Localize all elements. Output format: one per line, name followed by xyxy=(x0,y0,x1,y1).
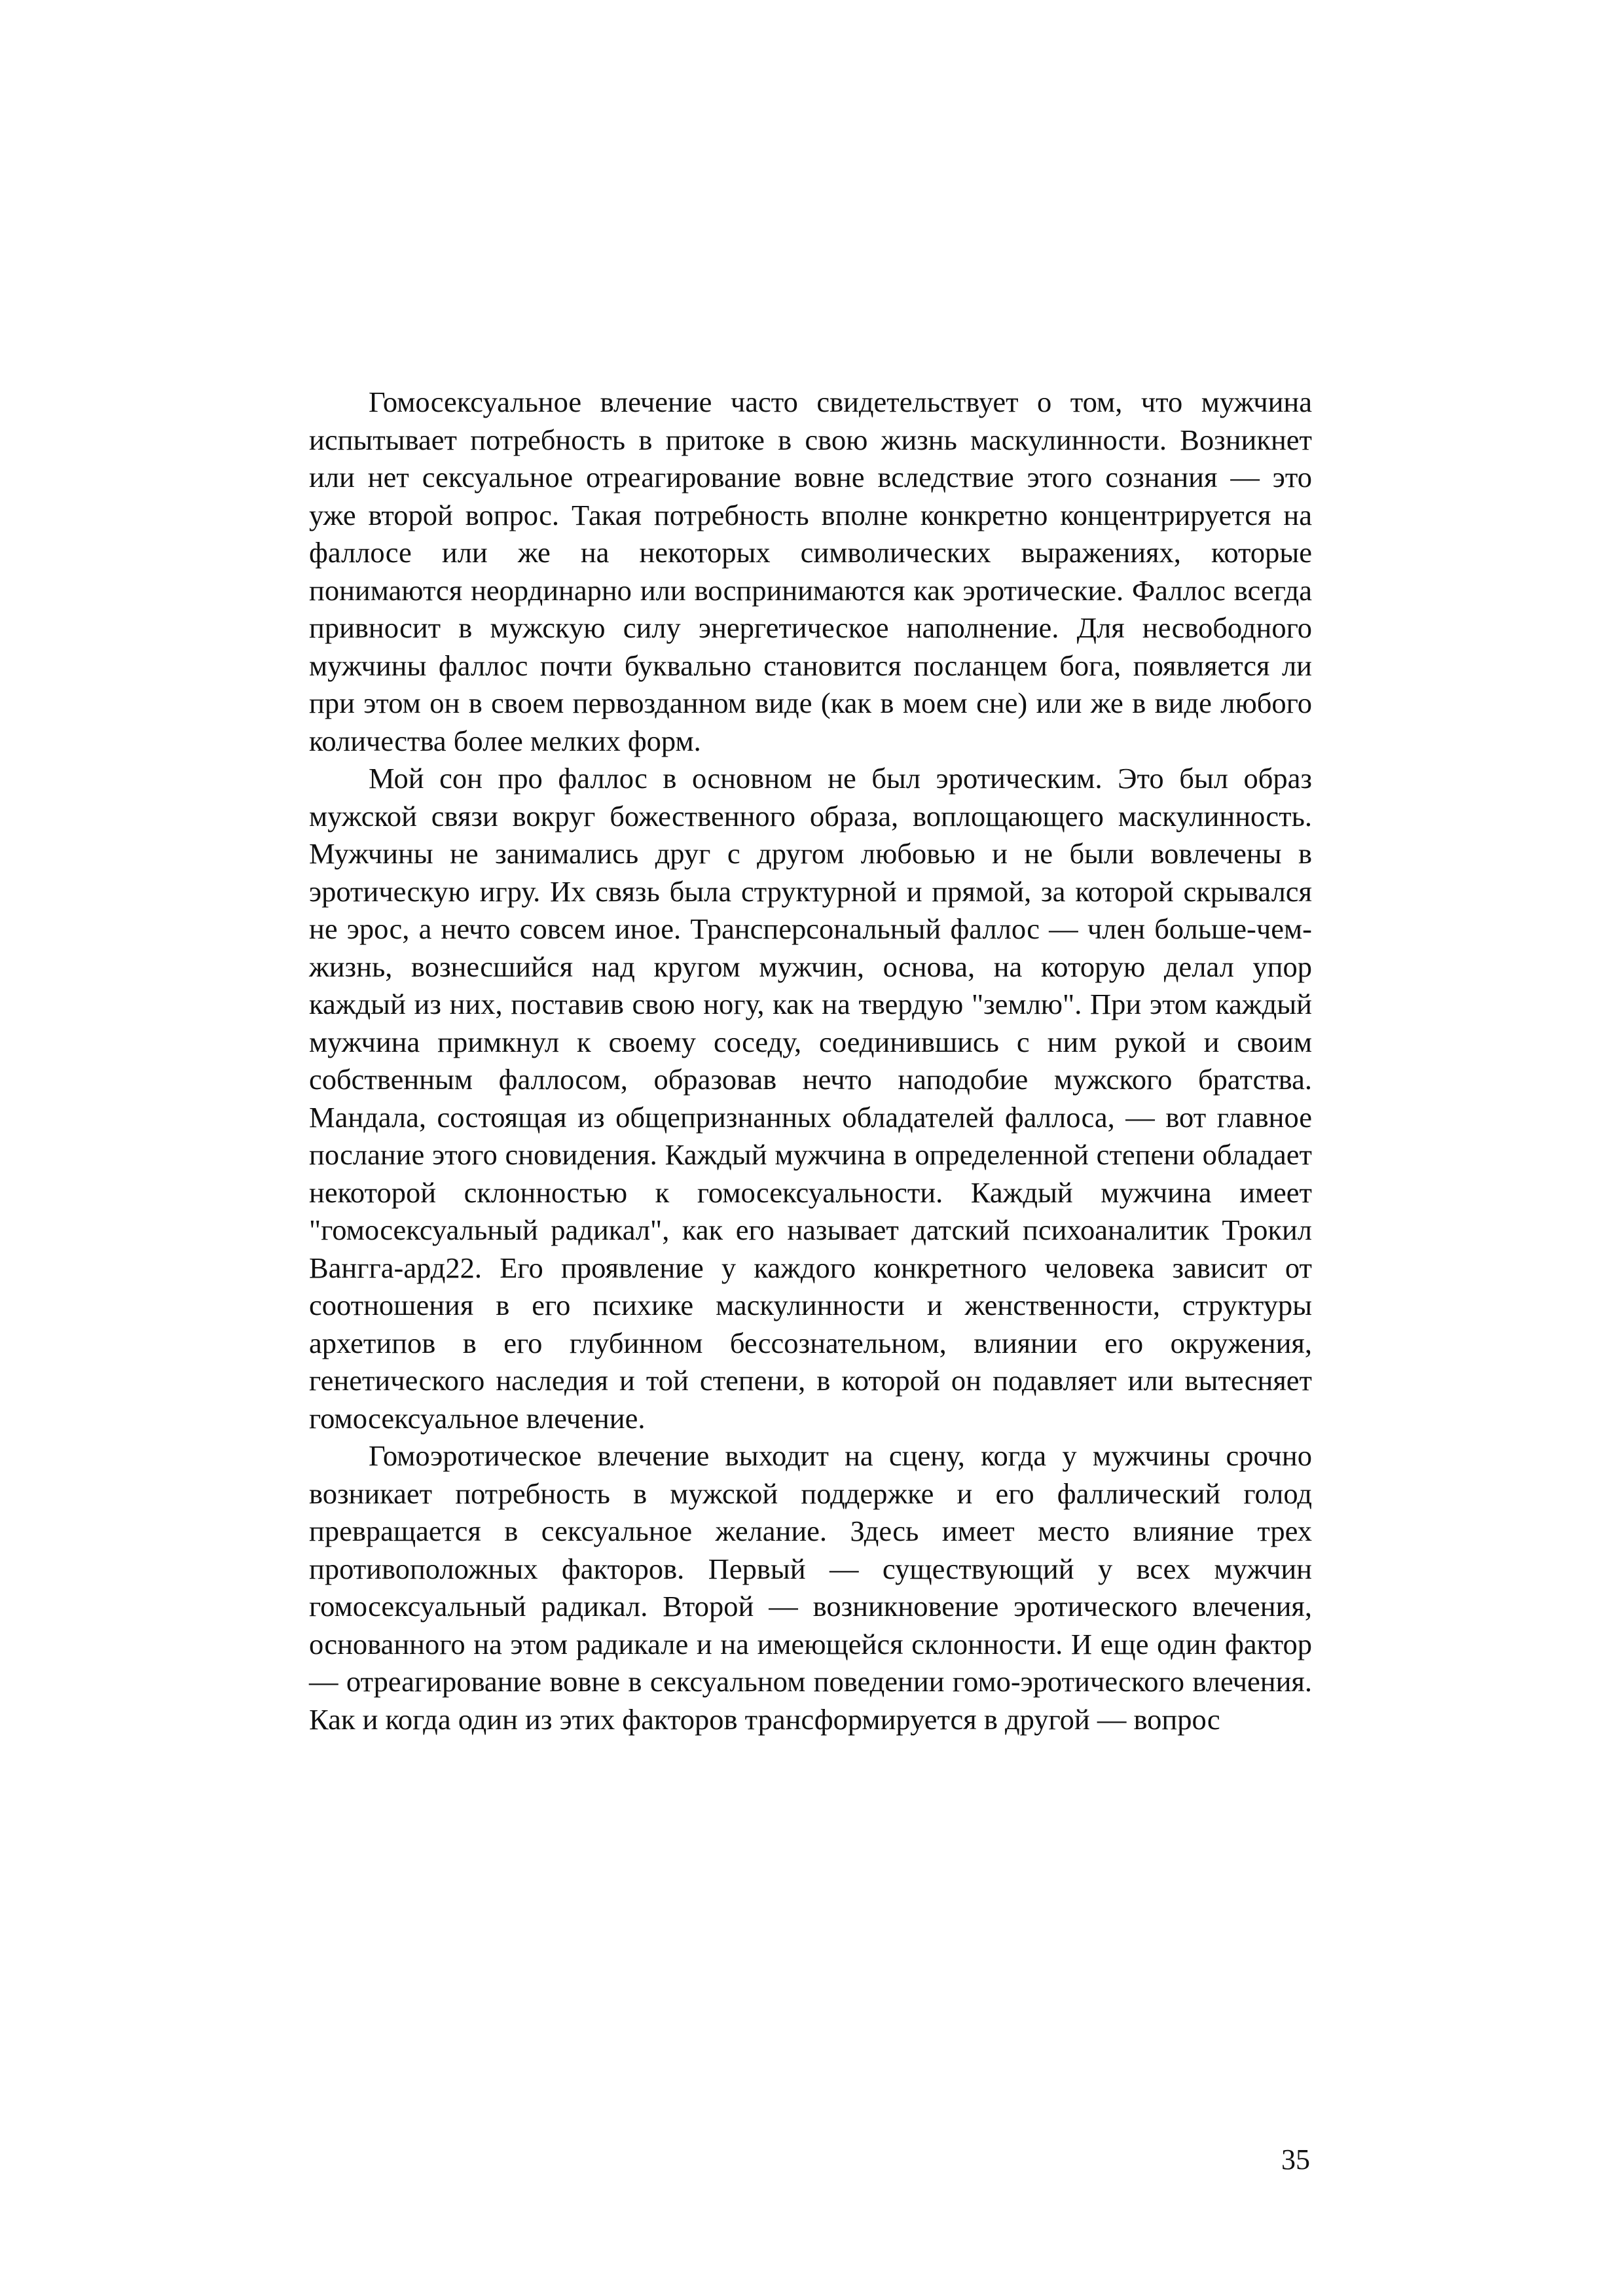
body-text xyxy=(309,384,1312,1738)
paragraph-3: Гомоэротическое влечение выходит на сцену, когда у мужчины срочно возникает потребность в мужской поддержке и его фаллический голод превращается в сексуальное желание. Здесь имеет место влияние трех противоположных факторов. Первый — существующий у всех мужчин гомосексуальный радикал. Второй — возникновение эротического влечения, основанного на этом радикале и на имеющейся склонности. И еще один фактор — отреагирование вовне в сексуальном поведении гомо-эротического влечения. Как и когда один из этих факторов трансформируется в другой — вопрос xyxy=(309,1439,1312,1736)
paragraph-1: Гомосексуальное влечение часто свидетельствует о том, что мужчина испытывает потребность в притоке в свою жизнь маскулинности. Возникнет или нет сексуальное отреагирование вовне вследствие этого сознания — это уже второй вопрос. Такая потребность вполне конкретно концентрируется на фаллосе или же на некоторых символических выражениях, которые понимаются неординарно или воспринимаются как эротические. Фаллос всегда привносит в мужскую силу энергетическое наполнение. Для несвободного мужчины фаллос почти буквально становится посланцем бога, появляется ли при этом он в своем первозданном виде (как в моем сне) или же в виде любого количества более мелких форм. xyxy=(309,386,1312,757)
paragraph-2: Мой сон про фаллос в основном не был эротическим. Это был образ мужской связи вокруг божественного образа, воплощающего маскулинность. Мужчины не занимались друг с другом любовью и не были вовлечены в эротическую игру. Их связь была структурной и прямой, за которой скрывался не эрос, а нечто совсем иное. Трансперсональный фаллос — член больше-чем-жизнь, вознесшийся над кругом мужчин, основа, на которую делал упор каждый из них, поставив свою ногу, как на твердую "землю". При этом каждый мужчина примкнул к своему соседу, соединившись с ним рукой и своим собственным фаллосом, образовав нечто наподобие мужского братства. Мандала, состоящая из общепризнанных обладателей фаллоса, — вот главное послание этого сновидения. Каждый мужчина в определенной степени обладает некоторой склонностью к гомосексуальности. Каждый мужчина имеет "гомосексуальный радикал", как его называет датский психоаналитик Трокил Вангга-ард22. Его проявление у каждого конкретного человека зависит от соотношения в его психике маскулинности и женственности, структуры архетипов в его глубинном бессознательном, влиянии его окружения, генетического наследия и той степени, в которой он подавляет или вытесняет гомосексуальное влечение. xyxy=(309,762,1312,1435)
page-number: 35 xyxy=(1281,2144,1310,2176)
